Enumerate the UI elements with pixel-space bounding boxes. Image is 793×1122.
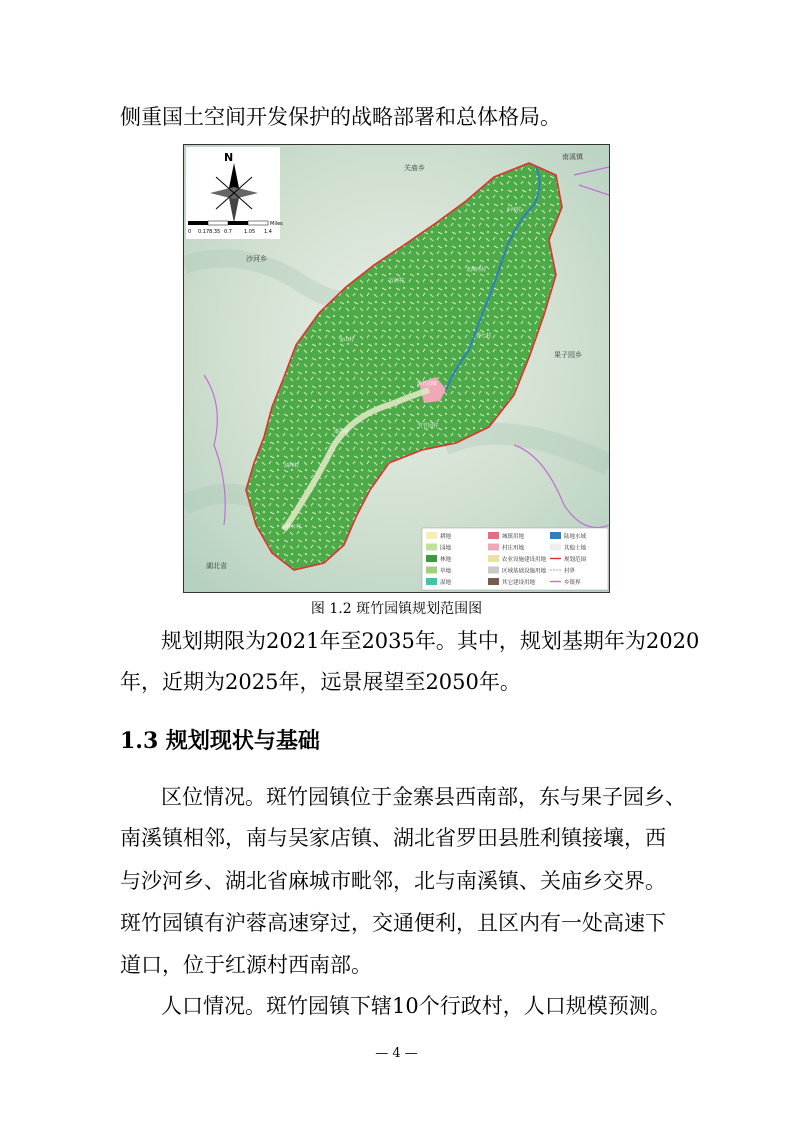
legend-swatch [550, 544, 561, 551]
legend-swatch [488, 567, 499, 574]
legend-label: 林地 [440, 557, 452, 563]
village-label: 金山村 [339, 337, 355, 343]
legend-label: 其它建设用地 [502, 580, 536, 586]
legend-swatch [488, 532, 499, 539]
legend-swatch [488, 555, 499, 562]
village-label: 漆店村 [334, 429, 350, 435]
scale-tick: 0.7 [224, 229, 232, 235]
legend-label: 园地 [440, 545, 452, 552]
location-line-5: 道口，位于红源村西南部。 [120, 953, 372, 977]
village-label: 香七村 [476, 333, 492, 339]
scale-tick: 0.178.35 [198, 229, 221, 235]
section-heading: 1.3 规划现状与基础 [120, 728, 320, 754]
legend-label: 乡镇界 [564, 580, 581, 586]
village-label: 竹竹园村 [418, 423, 439, 429]
legend-swatch [426, 578, 437, 585]
legend-label: 农业设施建设用地 [502, 557, 547, 563]
figure-caption: 图 1.2 斑竹园镇规划范围图 [310, 601, 483, 617]
village-label: 万河村 [389, 278, 405, 284]
map-legend [422, 528, 608, 590]
neighbor-label-north: 关庙乡 [404, 164, 425, 172]
neighbor-label-northeast: 南溪镇 [562, 153, 583, 161]
location-line-1: 区位情况。斑竹园镇位于金寨县西南部，东与果子园乡、 [161, 785, 686, 809]
page-number: — 4 — [375, 1046, 418, 1061]
legend-label: 区域基础设施用地 [502, 568, 547, 575]
north-label: N [224, 151, 234, 164]
scale-tick: 1.05 [244, 229, 256, 235]
village-label: 东林公村 [281, 524, 302, 530]
legend-swatch [426, 532, 437, 539]
village-label: 斑竹园镇 [417, 381, 438, 387]
neighbor-label-west: 沙河乡 [246, 255, 267, 263]
legend-label: 耕地 [440, 534, 452, 540]
village-label: 小河村 [506, 207, 522, 213]
legend-label: 城镇用地 [502, 534, 525, 540]
legend-swatch [488, 544, 499, 551]
period-line-1: 规划期限为2021年至2035年。其中，规划基期年为2020 [161, 629, 700, 653]
legend-label: 规划范围 [564, 557, 587, 563]
location-line-4: 斑竹园镇有沪蓉高速穿过，交通便利，且区内有一处高速下 [120, 911, 666, 935]
legend-swatch [426, 544, 437, 551]
scale-unit: Miles [270, 221, 283, 227]
legend-label: 村界 [564, 568, 576, 575]
location-line-3: 与沙河乡、湖北省麻城市毗邻，北与南溪镇、关庙乡交界。 [120, 869, 666, 893]
legend-swatch [488, 578, 499, 585]
neighbor-label-east: 果子园乡 [554, 351, 582, 359]
legend-label: 草地 [440, 568, 452, 575]
scale-tick: 1.4 [264, 229, 272, 235]
planning-map [183, 144, 610, 593]
legend-swatch [426, 567, 437, 574]
village-label: 油冲村 [284, 463, 300, 469]
legend-swatch [426, 555, 437, 562]
legend-label: 湿地 [440, 580, 452, 586]
legend-label: 村庄用地 [502, 545, 525, 552]
legend-label: 陆地水域 [564, 534, 587, 540]
neighbor-label-southwest: 湖北省 [206, 562, 227, 570]
population-line: 人口情况。斑竹园镇下辖10个行政村，人口规模预测。 [161, 994, 671, 1018]
village-label: 龙潭河村 [466, 267, 487, 273]
text-line-top: 侧重国土空间开发保护的战略部署和总体格局。 [120, 105, 561, 129]
location-line-2: 南溪镇相邻，南与吴家店镇、湖北省罗田县胜利镇接壤，西 [120, 826, 666, 850]
legend-label: 其他土地 [564, 545, 587, 552]
scale-tick: 0 [188, 229, 192, 235]
period-line-2: 年，近期为2025年，远景展望至2050年。 [120, 670, 521, 694]
legend-swatch [550, 532, 561, 539]
